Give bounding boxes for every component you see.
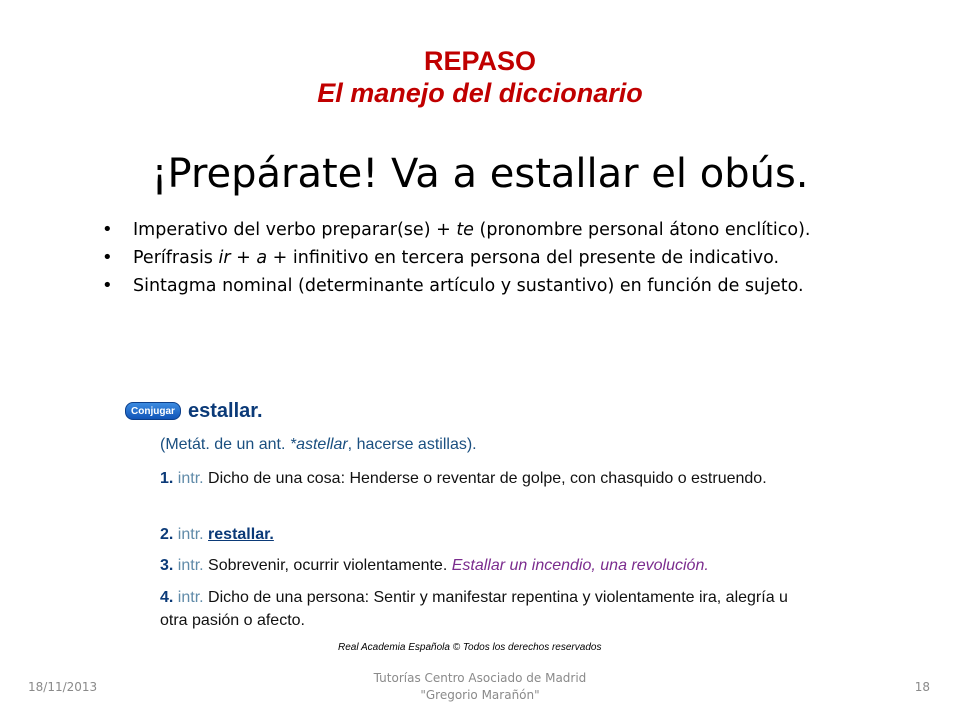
bullet-italic: te (456, 220, 474, 240)
slide-number: 18 (914, 680, 930, 694)
etymology-italic: *astellar (289, 436, 348, 453)
slide-title: ¡Prepárate! Va a estallar el obús. (151, 151, 809, 197)
bullet-list (102, 216, 820, 300)
definition-text: Dicho de una persona: Sentir y manifestar repentina y violentamente ira, alegría u otra pasión o afecto. (160, 589, 788, 629)
bullet-item (102, 244, 820, 272)
dictionary-etymology (160, 434, 477, 456)
definition-number: 3. (160, 557, 174, 574)
etymology-text: (Metát. de un ant. (160, 436, 290, 453)
footer-date: 18/11/2013 (28, 680, 98, 694)
footer-center (330, 670, 630, 704)
etymology-text: , hacerse astillas). (347, 436, 477, 453)
definition-1 (160, 467, 800, 490)
definition-2 (160, 523, 800, 546)
dictionary-headword: estallar. (188, 400, 263, 422)
dictionary-entry-screenshot (118, 396, 818, 661)
definition-number: 2. (160, 526, 174, 543)
definition-example: Estallar un incendio, una revolución. (451, 557, 709, 574)
bullet-text: Sintagma nominal (determinante artículo y sustantivo) en función de sujeto. (133, 276, 804, 296)
bullet-italic: ir + a + (218, 248, 288, 268)
header-subtitle: El manejo del diccionario (317, 78, 643, 108)
slide-header (0, 44, 960, 108)
definition-4 (160, 586, 800, 632)
definition-number: 4. (160, 589, 174, 606)
bullet-item (102, 216, 820, 244)
definition-abbr: intr. (177, 557, 204, 574)
definition-abbr: intr. (177, 589, 204, 606)
definition-number: 1. (160, 470, 174, 487)
conjugar-button[interactable]: Conjugar (125, 402, 181, 420)
bullet-text: Imperativo del verbo preparar(se) + (133, 220, 457, 240)
footer-line: Tutorías Centro Asociado de Madrid (373, 671, 587, 685)
definition-text: Dicho de una cosa: Henderse o reventar de golpe, con chasquido o estruendo. (208, 470, 767, 487)
copyright-notice: Real Academia Española © Todos los derechos reservados (338, 642, 602, 653)
header-title: REPASO (423, 46, 537, 76)
bullet-text: Perífrasis (133, 248, 219, 268)
restallar-link[interactable]: restallar. (208, 526, 274, 543)
bullet-item (102, 272, 820, 300)
definition-3 (160, 554, 800, 577)
footer-line: "Gregorio Marañón" (420, 688, 540, 702)
definition-text: Sobrevenir, ocurrir violentamente. (208, 557, 448, 574)
bullet-text: infinitivo en tercera persona del presente de indicativo. (287, 248, 780, 268)
bullet-text: (pronombre personal átono enclítico). (473, 220, 811, 240)
definition-abbr: intr. (177, 526, 204, 543)
definition-abbr: intr. (177, 470, 204, 487)
